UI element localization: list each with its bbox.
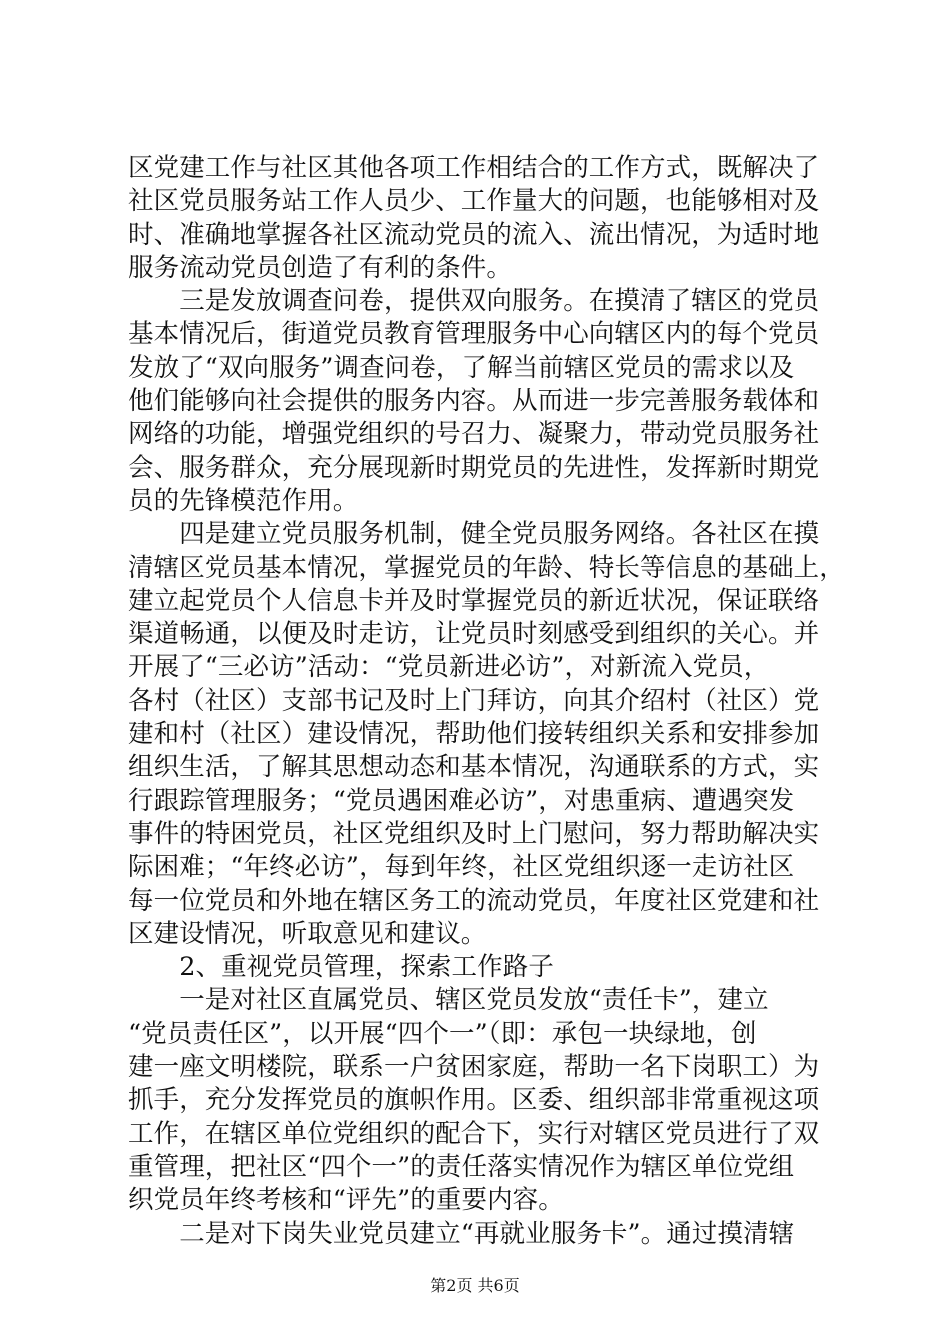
page-number-footer: 第2页 共6页 [430, 1276, 520, 1295]
text-line: 清辖区党员基本情况，掌握党员的年龄、特长等信息的基础上， [128, 552, 845, 583]
text-line: 组织生活，了解其思想动态和基本情况，沟通联系的方式，实 [128, 752, 820, 783]
text-line: 区建设情况，听取意见和建议。 [128, 918, 487, 949]
text-line: 网络的功能，增强党组织的号召力、凝聚力，带动党员服务社 [128, 419, 820, 450]
section-heading: 2、重视党员管理，探索工作路子 [128, 952, 554, 983]
text-line: 二是对下岗失业党员建立“再就业服务卡”。通过摸清辖 [128, 1218, 795, 1249]
text-line: 重管理，把社区“四个一”的责任落实情况作为辖区单位党组 [128, 1151, 795, 1182]
text-line: 开展了“三必访”活动：“党员新进必访”，对新流入党员， [128, 652, 770, 683]
text-line: 事件的特困党员，社区党组织及时上门慰问，努力帮助解决实 [128, 818, 820, 849]
text-line: 四是建立党员服务机制，健全党员服务网络。各社区在摸 [128, 519, 820, 550]
text-line: 工作，在辖区单位党组织的配合下，实行对辖区党员进行了双 [128, 1118, 820, 1149]
text-line: 行跟踪管理服务；“党员遇困难必访”，对患重病、遭遇突发 [128, 785, 795, 816]
text-line: 社区党员服务站工作人员少、工作量大的问题，也能够相对及 [128, 186, 820, 217]
text-line: 会、服务群众，充分展现新时期党员的先进性，发挥新时期党 [128, 452, 820, 483]
text-line: 区党建工作与社区其他各项工作相结合的工作方式，既解决了 [128, 153, 820, 183]
body-text [128, 152, 845, 1251]
text-line: 服务流动党员创造了有利的条件。 [128, 252, 513, 283]
text-line: 基本情况后，街道党员教育管理服务中心向辖区内的每个党员 [128, 319, 820, 350]
text-line: 各村（社区）支部书记及时上门拜访，向其介绍村（社区）党 [128, 685, 820, 716]
text-line: 员的先锋模范作用。 [128, 485, 359, 516]
text-line: 建一座文明楼院，联系一户贫困家庭，帮助一名下岗职工）为 [128, 1052, 820, 1083]
text-line: “党员责任区”，以开展“四个一”（即：承包一块绿地，创 [128, 1018, 757, 1049]
text-line: 建和村（社区）建设情况，帮助他们接转组织关系和安排参加 [128, 719, 820, 750]
text-line: 发放了“双向服务”调查问卷，了解当前辖区党员的需求以及 [128, 352, 795, 383]
text-line: 三是发放调查问卷，提供双向服务。在摸清了辖区的党员 [128, 286, 820, 317]
text-line: 际困难；“年终必访”，每到年终，社区党组织逐一走访社区 [128, 852, 795, 883]
text-line: 一是对社区直属党员、辖区党员发放“责任卡”，建立 [128, 985, 769, 1016]
text-line: 每一位党员和外地在辖区务工的流动党员，年度社区党建和社 [128, 885, 820, 916]
text-line: 抓手，充分发挥党员的旗帜作用。区委、组织部非常重视这项 [128, 1085, 820, 1116]
text-line: 渠道畅通，以便及时走访，让党员时刻感受到组织的关心。并 [128, 619, 820, 650]
text-line: 建立起党员个人信息卡并及时掌握党员的新近状况，保证联络 [128, 585, 820, 616]
text-line: 织党员年终考核和“评先”的重要内容。 [128, 1185, 564, 1216]
text-line: 时、准确地掌握各社区流动党员的流入、流出情况，为适时地 [128, 219, 820, 250]
text-line: 他们能够向社会提供的服务内容。从而进一步完善服务载体和 [128, 386, 820, 417]
